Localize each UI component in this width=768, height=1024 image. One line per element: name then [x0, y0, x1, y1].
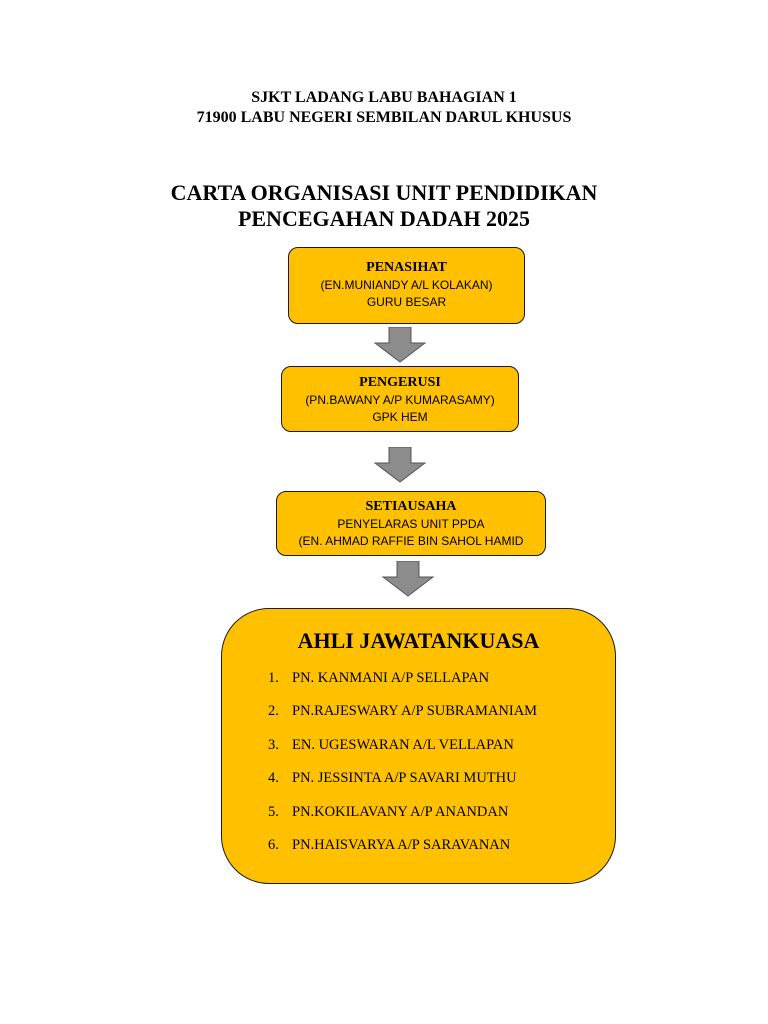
member-name: PN.HAISVARYA A/P SARAVANAN [292, 837, 511, 853]
setiausaha-box [276, 491, 546, 556]
setiausaha-name: (EN. AHMAD RAFFIE BIN SAHOL HAMID [298, 534, 524, 548]
penasihat-name: (EN.MUNIANDY A/L KOLAKAN) [320, 278, 493, 292]
committee-member [268, 836, 510, 854]
chart-title-line2: PENCEGAHAN DADAH 2025 [237, 206, 531, 231]
committee-member [268, 669, 489, 687]
member-name: EN. UGESWARAN A/L VELLAPAN [292, 737, 514, 753]
down-arrow-icon [382, 561, 434, 597]
committee-member [268, 803, 508, 821]
school-address: 71900 LABU NEGERI SEMBILAN DARUL KHUSUS [196, 109, 572, 126]
member-number: 1. [268, 670, 279, 686]
member-name: PN. JESSINTA A/P SAVARI MUTHU [292, 770, 517, 786]
member-number: 3. [268, 737, 279, 753]
school-name: SJKT LADANG LABU BAHAGIAN 1 [251, 89, 517, 106]
member-number: 2. [268, 703, 279, 719]
down-arrow-icon [374, 447, 426, 483]
committee-member [268, 702, 537, 720]
committee-title: AHLI JAWATANKUASA [297, 628, 540, 653]
pengerusi-box [281, 366, 519, 432]
setiausaha-title: SETIAUSAHA [365, 499, 457, 514]
member-number: 4. [268, 770, 279, 786]
committee-member [268, 736, 514, 754]
penasihat-title: PENASIHAT [366, 260, 447, 275]
committee-member [268, 769, 517, 787]
chart-title-line1: CARTA ORGANISASI UNIT PENDIDIKAN [170, 180, 598, 205]
committee-box [221, 608, 616, 884]
penasihat-role: GURU BESAR [366, 295, 447, 309]
pengerusi-role: GPK HEM [372, 410, 428, 424]
pengerusi-name: (PN.BAWANY A/P KUMARASAMY) [305, 393, 495, 407]
member-name: PN. KANMANI A/P SELLAPAN [292, 670, 490, 686]
member-name: PN.RAJESWARY A/P SUBRAMANIAM [292, 703, 538, 719]
down-arrow-icon [374, 327, 426, 363]
member-number: 5. [268, 804, 279, 820]
setiausaha-role: PENYELARAS UNIT PPDA [337, 517, 485, 531]
penasihat-box [288, 247, 525, 324]
member-number: 6. [268, 837, 279, 853]
member-name: PN.KOKILAVANY A/P ANANDAN [292, 804, 509, 820]
pengerusi-title: PENGERUSI [359, 375, 441, 390]
